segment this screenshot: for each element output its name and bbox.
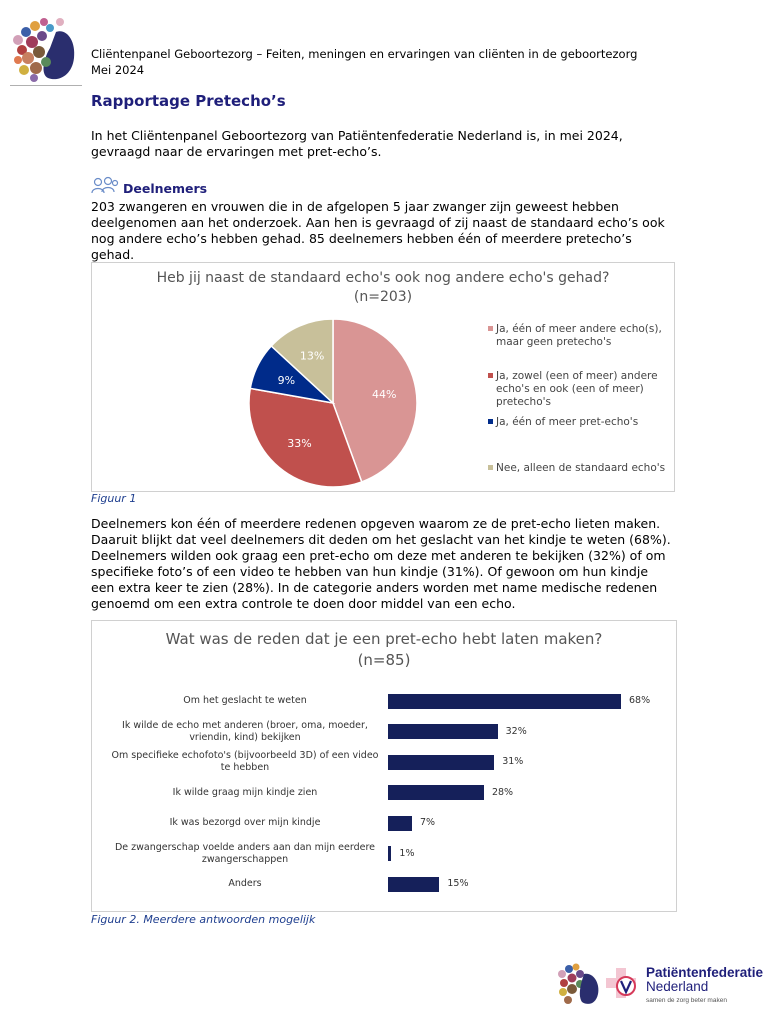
- pie-legend-item-1: [488, 323, 676, 349]
- pie-chart: [240, 317, 426, 489]
- bar-category-label-3: Om specifieke echofoto's (bijvoorbeeld 3D) of een video te hebben: [111, 750, 379, 773]
- legend-swatch: [488, 373, 493, 378]
- reasons-paragraph: Deelnemers kon één of meerdere redenen opgeven waarom ze de pret-echo lieten maken. Daaruit blijkt dat veel deelnemers dit deden om het geslacht van het kindje te weten (68%). Deelnemers wilden ook graag een pret-echo om deze met anderen te bekijken (32%) of om specifieke foto’s of een video te hebben van hun kindje (31%). Of gewoon om hun kindje een extra keer te zien (28%). In de categorie anders worden met name medische redenen genoemd om een extra controle te doen door middel van een echo.: [91, 516, 671, 611]
- bar-3: [388, 755, 494, 770]
- clientenpanel-logo: [10, 14, 82, 84]
- footer-logo-line2: Nederland: [646, 979, 709, 994]
- page-title: Rapportage Pretecho’s: [91, 92, 286, 110]
- pie-data-label-1: 44%: [372, 387, 397, 401]
- bar-6: [388, 846, 391, 861]
- header-divider: [10, 85, 82, 86]
- legend-swatch: [488, 465, 493, 470]
- footer-logo-text: [646, 966, 763, 1008]
- bar-subtitle-text: (n=85): [357, 651, 411, 669]
- participants-icon: [91, 176, 119, 194]
- bar-category-label-1: Om het geslacht te weten: [183, 695, 307, 706]
- header-line-2: Mei 2024: [91, 63, 145, 77]
- pie-legend-item-3: [488, 416, 676, 429]
- intro-paragraph: In het Cliëntenpanel Geboortezorg van Patiëntenfederatie Nederland is, in mei 2024, gevraagd naar de ervaringen met pret-echo’s.: [91, 128, 623, 159]
- bar-value-label-3: 31%: [502, 756, 524, 767]
- bar-category-label-7: Anders: [228, 878, 262, 889]
- bar-chart-title: [92, 629, 676, 671]
- pie-chart-title: [92, 269, 674, 307]
- bar-4: [388, 785, 484, 800]
- bar-category-label-4: Ik wilde graag mijn kindje zien: [172, 786, 318, 798]
- bar-category-label-5: Ik was bezorgd over mijn kindje: [169, 817, 321, 828]
- pie-data-label-3: 9%: [277, 373, 296, 387]
- legend-label: Ja, één of meer pret-echo's: [496, 416, 639, 428]
- footer-logo-tagline: samen de zorg beter maken: [646, 997, 727, 1004]
- legend-swatch: [488, 419, 493, 424]
- bar-1: [388, 694, 621, 709]
- bar-value-label-6: 1%: [399, 847, 415, 859]
- figure-2-caption: Figuur 2. Meerdere antwoorden mogelijk: [91, 913, 316, 926]
- pie-legend-item-2: [488, 370, 676, 409]
- bar-value-label-2: 32%: [505, 725, 527, 737]
- legend-swatch: [488, 326, 493, 331]
- bar-2: [388, 724, 498, 739]
- pie-data-label-4: 13%: [299, 349, 325, 363]
- bar-category-label-6: De zwangerschap voelde anders aan dan mijn eerdere zwangerschappen: [114, 841, 376, 865]
- bar-7: [388, 877, 439, 892]
- legend-label: Nee, alleen de standaard echo's: [496, 462, 666, 474]
- legend-label: Ja, één of meer andere echo(s), maar geen pretecho's: [496, 323, 662, 348]
- patientenfederatie-logo: [554, 962, 644, 1008]
- figure-1-caption: Figuur 1: [91, 492, 137, 505]
- pie-legend-item-4: [488, 462, 676, 475]
- bar-value-label-4: 28%: [491, 786, 514, 798]
- report-header: [91, 46, 637, 78]
- bar-value-label-7: 15%: [447, 878, 469, 889]
- header-line-1: Cliëntenpanel Geboortezorg – Feiten, meningen en ervaringen van cliënten in de geboortezorg: [91, 47, 638, 61]
- pie-data-label-2: 33%: [287, 436, 312, 450]
- bar-category-label-2: Ik wilde de echo met anderen (broer, oma, moeder, vriendin, kind) bekijken: [122, 719, 368, 743]
- bar-value-label-5: 7%: [419, 817, 436, 828]
- legend-label: Ja, zowel (een of meer) andere echo's en ook (een of meer) pretecho's: [496, 370, 658, 408]
- bar-value-label-1: 68%: [629, 695, 651, 706]
- footer-logo-line1: Patiëntenfederatie: [646, 965, 764, 980]
- participants-paragraph: 203 zwangeren en vrouwen die in de afgelopen 5 jaar zwanger zijn geweest hebben deelgenomen aan het onderzoek. Aan hen is gevraagd of zij naast de standaard echo’s ook nog andere echo’s hebben gehad. 85 deelnemers hebben één of meerdere pretecho’s gehad.: [91, 199, 665, 262]
- pie-subtitle-text: (n=203): [353, 289, 413, 305]
- bar-title-text: Wat was de reden dat je een pret-echo hebt laten maken?: [165, 630, 603, 648]
- bar-5: [388, 816, 412, 831]
- pie-title-text: Heb jij naast de standaard echo's ook nog andere echo's gehad?: [156, 270, 610, 286]
- section-heading-deelnemers: Deelnemers: [123, 181, 208, 196]
